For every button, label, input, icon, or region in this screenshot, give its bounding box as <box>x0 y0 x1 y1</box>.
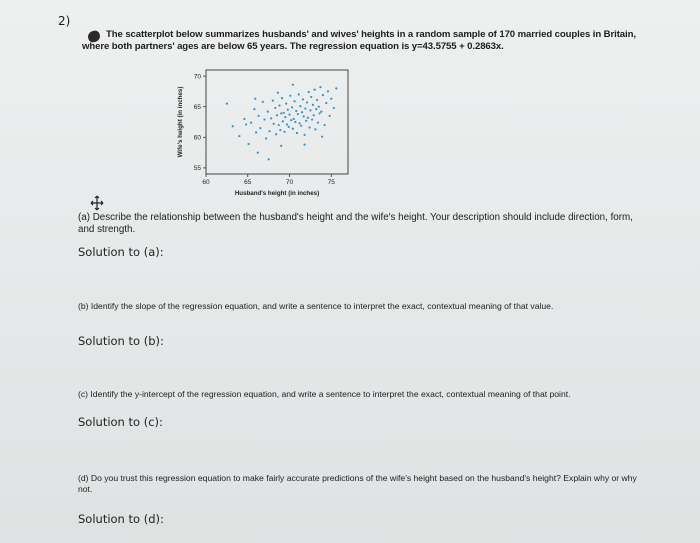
x-tick-label: 70 <box>285 179 294 186</box>
scatter-point <box>293 118 295 120</box>
cursor-icon <box>90 195 104 211</box>
scatter-point <box>311 118 313 120</box>
scatter-point <box>304 107 306 109</box>
question-number: 2) <box>58 14 71 28</box>
scatter-point <box>333 107 335 109</box>
scatter-point <box>270 117 272 119</box>
scatter-point <box>292 84 294 86</box>
scatter-point <box>290 119 292 121</box>
y-tick-label: 65 <box>193 103 201 111</box>
scatter-point <box>296 132 298 134</box>
scatter-point <box>277 92 279 94</box>
scatter-point <box>298 122 300 124</box>
scatter-point <box>280 145 282 147</box>
scatter-point <box>288 114 290 116</box>
scatter-point <box>226 103 228 105</box>
scatter-point <box>287 109 289 111</box>
scatter-point <box>315 108 317 110</box>
scatter-point <box>250 122 252 124</box>
scatter-point <box>289 95 291 97</box>
scatter-point <box>302 98 304 100</box>
scatter-point <box>253 108 255 110</box>
scatter-point <box>255 131 257 133</box>
scatter-point <box>299 105 301 107</box>
scatter-point <box>301 111 303 113</box>
scatter-point <box>325 102 327 104</box>
question-intro: The scatterplot below summarizes husbands' and wives' heights in a random sample of 170 married couples in Britain, where both partners' ages are below 65 years. The regression equation is y=43.5755 + 0.2863x. <box>82 29 636 52</box>
plot-frame <box>206 70 348 174</box>
scatter-point <box>295 110 297 112</box>
scatter-point <box>330 98 332 100</box>
y-ticks <box>194 73 206 172</box>
scatter-point <box>281 97 283 99</box>
scatter-point <box>307 117 309 119</box>
scatter-point <box>308 126 310 128</box>
scatter-point <box>297 113 299 115</box>
scatter-point <box>291 106 293 108</box>
solution-a-label: Solution to (a): <box>78 245 164 259</box>
scatter-point <box>238 135 240 137</box>
scatter-point <box>265 137 267 139</box>
scatter-point <box>308 91 310 93</box>
scatter-point <box>258 115 260 117</box>
data-points <box>226 84 338 161</box>
solution-d-label: Solution to (d): <box>78 512 164 526</box>
scatter-point <box>273 123 275 125</box>
scatter-point <box>232 125 234 127</box>
scatter-point <box>243 118 245 120</box>
scatter-point <box>285 103 287 105</box>
scatter-point <box>292 128 294 130</box>
scatter-point <box>294 121 296 123</box>
scatter-point <box>310 96 312 98</box>
scatter-point <box>286 123 288 125</box>
scatter-point <box>283 131 285 133</box>
scatter-point <box>282 120 284 122</box>
scatter-point <box>316 99 318 101</box>
scatter-point <box>272 99 274 101</box>
scatter-point <box>300 125 302 127</box>
part-b-prompt: (b) Identify the slope of the regression equation, and write a sentence to interpret the exact, contextual meaning of that value. <box>78 301 554 311</box>
scatter-point <box>320 111 322 113</box>
scatter-point <box>278 124 280 126</box>
scatter-point <box>259 127 261 129</box>
y-tick-label: 70 <box>193 73 201 81</box>
scatter-point <box>313 114 315 116</box>
scatter-point <box>263 118 265 120</box>
scatter-point <box>317 122 319 124</box>
y-axis-label: Wife's height (in inches) <box>177 86 184 158</box>
scatter-point <box>248 143 250 145</box>
scatter-point <box>309 109 311 111</box>
scatter-point <box>245 123 247 125</box>
scatter-point <box>274 107 276 109</box>
scatter-point <box>322 94 324 96</box>
scatter-point <box>279 129 281 131</box>
scatter-point <box>268 130 270 132</box>
scatter-point <box>335 87 337 89</box>
scatterplot <box>170 62 370 202</box>
scatter-point <box>262 101 264 103</box>
x-tick-label: 65 <box>244 179 252 186</box>
scatter-point <box>327 90 329 92</box>
scatter-point <box>275 133 277 135</box>
scatter-point <box>324 124 326 126</box>
scatter-point <box>254 98 256 100</box>
scatter-point <box>305 120 307 122</box>
scatter-point <box>313 88 315 90</box>
scatter-point <box>257 151 259 153</box>
scatter-point <box>319 86 321 88</box>
x-tick-label: 75 <box>327 179 335 186</box>
scatter-point <box>312 104 314 106</box>
y-tick-label: 55 <box>193 165 201 173</box>
scatter-point <box>318 106 320 108</box>
scatter-point <box>293 100 295 102</box>
scatter-point <box>319 112 321 114</box>
scatter-point <box>298 93 300 95</box>
scatter-point <box>303 115 305 117</box>
part-d-prompt: (d) Do you trust this regression equation to make fairly accurate predictions of the wife's height based on the husband's height? Explain why or why not. <box>78 473 637 494</box>
scatter-point <box>267 111 269 113</box>
scatter-point <box>278 104 280 106</box>
solution-b-label: Solution to (b): <box>78 334 164 348</box>
scatter-point <box>288 126 290 128</box>
scatter-point <box>268 158 270 160</box>
scatterplot-svg <box>170 62 370 202</box>
scatter-point <box>280 112 282 114</box>
scatter-point <box>276 114 278 116</box>
scatter-point <box>303 144 305 146</box>
y-tick-label: 60 <box>193 134 201 142</box>
scatter-point <box>303 134 305 136</box>
scatter-point <box>314 128 316 130</box>
part-a-prompt: (a) Describe the relationship between the husband's height and the wife's height. Your description should include direction, form, and strength. <box>78 212 633 235</box>
x-ticks <box>202 174 335 186</box>
scatter-point <box>283 112 285 114</box>
part-c-prompt: (c) Identify the y-intercept of the regression equation, and write a sentence to interpret the exact, contextual meaning of that point. <box>78 389 571 399</box>
scatter-point <box>284 116 286 118</box>
x-tick-label: 60 <box>202 179 210 186</box>
x-axis-label: Husband's height (in inches) <box>234 190 320 197</box>
scatter-point <box>329 115 331 117</box>
scatter-point <box>306 101 308 103</box>
solution-c-label: Solution to (c): <box>78 415 163 429</box>
scatter-point <box>321 136 323 138</box>
